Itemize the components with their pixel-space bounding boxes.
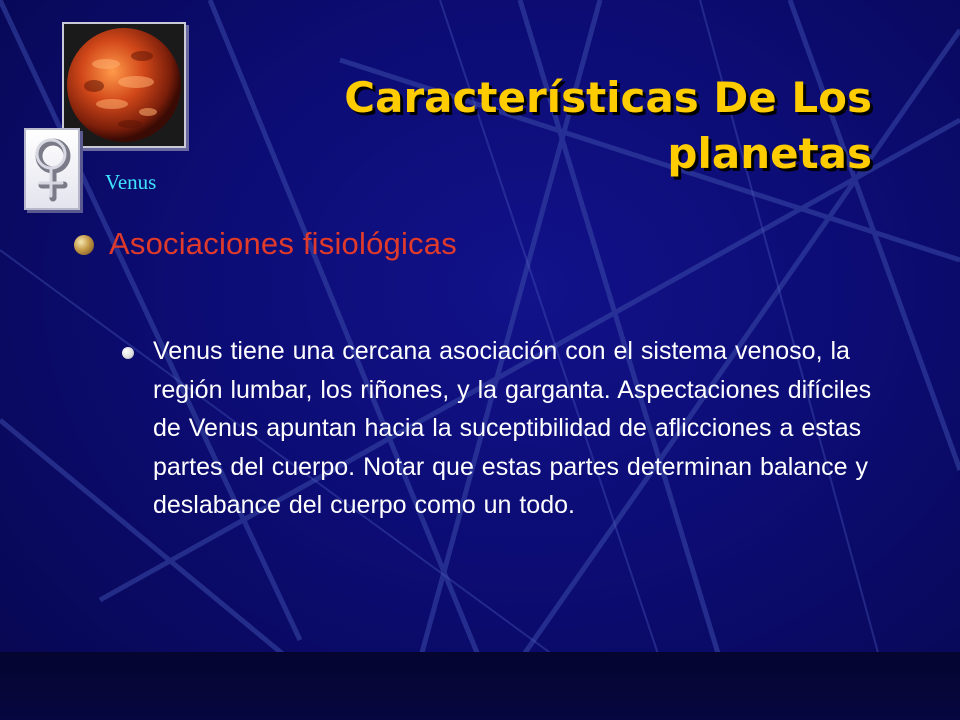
subheading: Asociaciones fisiológicas <box>109 226 457 261</box>
body-paragraph: Venus tiene una cercana asociación con el sistema venoso, la región lumbar, los riñones, y la garganta. Aspectaciones difíciles de Venus apuntan hacia la suceptibilidad de aflicciones a estas partes del cuerpo. Notar que estas partes determinan balance y deslabance del cuerpo como un todo. <box>153 337 872 519</box>
venus-symbol-icon <box>26 130 78 208</box>
bronze-orb-bullet-icon <box>74 235 94 255</box>
venus-planet-image <box>62 22 186 148</box>
venus-planet-icon <box>64 24 184 146</box>
footer-band <box>0 652 960 720</box>
slide-title: Características De Los planetas <box>344 73 872 178</box>
venus-symbol-image <box>24 128 80 210</box>
image-caption: Venus <box>105 170 157 194</box>
white-dot-bullet-icon <box>122 347 134 359</box>
